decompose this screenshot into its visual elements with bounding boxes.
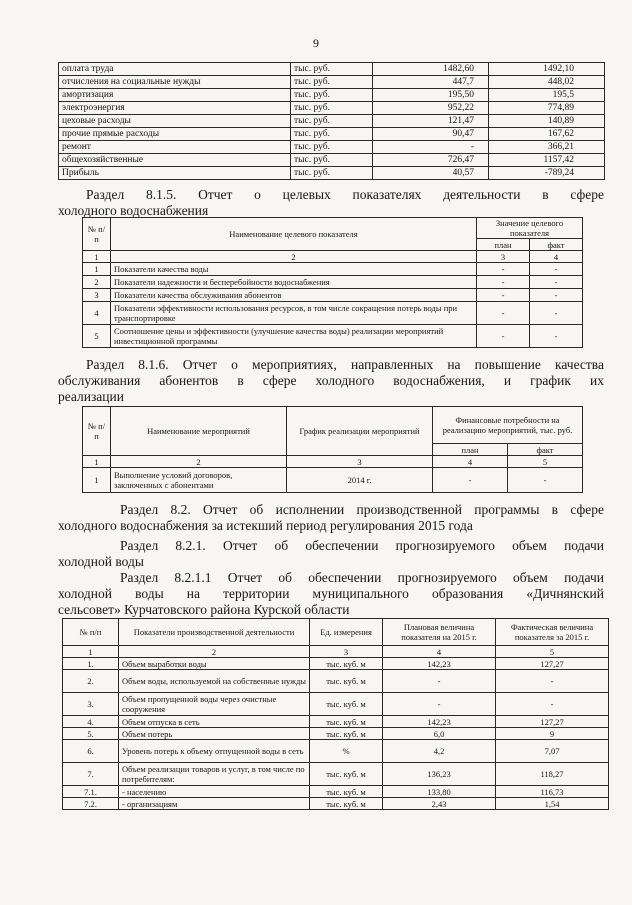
table-row bbox=[83, 468, 583, 493]
row-unit: тыс. куб. м bbox=[310, 670, 383, 693]
row-plan: - bbox=[477, 325, 530, 348]
row-unit: тыс. руб. bbox=[291, 102, 373, 115]
row-name: Объем выработки воды bbox=[119, 658, 310, 670]
row-plan: 136,23 bbox=[383, 763, 496, 786]
header-unit: Ед. измерения bbox=[310, 619, 383, 646]
row-plan: 6,0 bbox=[383, 728, 496, 740]
row-num: 1. bbox=[63, 658, 119, 670]
header-schedule: График реализации мероприятий bbox=[287, 407, 433, 456]
row-plan: - bbox=[477, 263, 530, 276]
row-plan: 121,47 bbox=[373, 115, 489, 128]
index-cell: 2 bbox=[119, 646, 310, 658]
row-fact: - bbox=[496, 670, 609, 693]
row-fact: 118,27 bbox=[496, 763, 609, 786]
table-row bbox=[59, 115, 605, 128]
row-plan: 726,47 bbox=[373, 154, 489, 167]
row-num: 5. bbox=[63, 728, 119, 740]
table-row bbox=[59, 141, 605, 154]
row-num: 3 bbox=[83, 289, 111, 302]
row-plan: 133,80 bbox=[383, 786, 496, 798]
row-unit: тыс. куб. м bbox=[310, 786, 383, 798]
row-name: Объем реализации товаров и услуг, в том числе по потребителям: bbox=[119, 763, 310, 786]
index-cell: 3 bbox=[287, 456, 433, 468]
header-fact: факт bbox=[508, 444, 583, 456]
row-fact: 9 bbox=[496, 728, 609, 740]
row-plan: 142,23 bbox=[383, 658, 496, 670]
table-row bbox=[83, 263, 583, 276]
row-name: отчисления на социальные нужды bbox=[59, 76, 291, 89]
row-plan: 2,43 bbox=[383, 798, 496, 810]
row-name: Показатели надежности и бесперебойности водоснабжения bbox=[111, 276, 477, 289]
row-schedule: 2014 г. bbox=[287, 468, 433, 493]
row-name: Показатели эффективности использования ресурсов, в том числе сокращения потерь воды при транспортировке bbox=[111, 302, 477, 325]
header-num: № п/п bbox=[63, 619, 119, 646]
row-num: 1 bbox=[83, 263, 111, 276]
index-cell: 4 bbox=[530, 251, 583, 263]
row-fact: - bbox=[530, 325, 583, 348]
header-name: Наименование целевого показателя bbox=[111, 218, 477, 251]
row-fact: - bbox=[496, 693, 609, 716]
row-plan: - bbox=[477, 289, 530, 302]
section-8-2-1-heading: Раздел 8.2.1. Отчет об обеспечении прогнозируемого объем подачи холодной воды bbox=[58, 538, 604, 569]
table-row bbox=[63, 693, 609, 716]
row-num: 4. bbox=[63, 716, 119, 728]
water-volume-table bbox=[62, 618, 609, 810]
row-name: прочие прямые расходы bbox=[59, 128, 291, 141]
row-plan: 90,47 bbox=[373, 128, 489, 141]
table-row bbox=[59, 102, 605, 115]
row-fact: 140,89 bbox=[489, 115, 605, 128]
row-num: 2. bbox=[63, 670, 119, 693]
index-cell: 3 bbox=[477, 251, 530, 263]
section-8-2-heading: Раздел 8.2. Отчет об исполнении производственной программы в сфере холодного водоснабжения за истекший период регулирования 2015 года bbox=[58, 502, 604, 533]
index-cell: 5 bbox=[496, 646, 609, 658]
row-name: общехозяйственные bbox=[59, 154, 291, 167]
row-fact: 127,27 bbox=[496, 716, 609, 728]
row-name: Объем отпуска в сеть bbox=[119, 716, 310, 728]
row-plan: - bbox=[383, 693, 496, 716]
table-row bbox=[83, 289, 583, 302]
row-num: 3. bbox=[63, 693, 119, 716]
row-fact: -789,24 bbox=[489, 167, 605, 180]
row-plan: - bbox=[373, 141, 489, 154]
table-row bbox=[83, 302, 583, 325]
table-row bbox=[63, 763, 609, 786]
row-unit: тыс. руб. bbox=[291, 128, 373, 141]
table-row bbox=[63, 658, 609, 670]
row-fact: 1157,42 bbox=[489, 154, 605, 167]
row-name: цеховые расходы bbox=[59, 115, 291, 128]
row-name: Объем воды, используемой на собственные нужды bbox=[119, 670, 310, 693]
row-num: 7.1. bbox=[63, 786, 119, 798]
row-name: амортизация bbox=[59, 89, 291, 102]
row-plan: 40,57 bbox=[373, 167, 489, 180]
row-name: Уровень потерь к объему отпущенной воды в сеть bbox=[119, 740, 310, 763]
section-8-2-1-1-heading: Раздел 8.2.1.1 Отчет об обеспечении прогнозируемого объем подачи холодной воды на территории муниципального образования «Дичнянский сельсовет» Курчатовского района Курской области bbox=[58, 570, 604, 617]
row-unit: тыс. куб. м bbox=[310, 728, 383, 740]
header-plan: Плановая величина показателя на 2015 г. bbox=[383, 619, 496, 646]
header-fact: факт bbox=[530, 239, 583, 251]
table-row bbox=[63, 728, 609, 740]
cost-table bbox=[58, 62, 605, 180]
row-name: ремонт bbox=[59, 141, 291, 154]
row-name: Объем пропущенной воды через очистные сооружения bbox=[119, 693, 310, 716]
header-plan: план bbox=[433, 444, 508, 456]
row-fact: 1,54 bbox=[496, 798, 609, 810]
row-fact: - bbox=[530, 263, 583, 276]
row-name: - населению bbox=[119, 786, 310, 798]
header-name: Наименование мероприятий bbox=[111, 407, 287, 456]
index-cell: 4 bbox=[433, 456, 508, 468]
row-fact: 366,21 bbox=[489, 141, 605, 154]
row-fact: 448,02 bbox=[489, 76, 605, 89]
header-num: № п/п bbox=[83, 407, 111, 456]
row-num: 4 bbox=[83, 302, 111, 325]
row-fact: - bbox=[508, 468, 583, 493]
row-fact: 1492,10 bbox=[489, 63, 605, 76]
row-name: Показатели качества воды bbox=[111, 263, 477, 276]
table-row bbox=[83, 325, 583, 348]
row-name: Объем потерь bbox=[119, 728, 310, 740]
table-row bbox=[59, 128, 605, 141]
row-unit: тыс. руб. bbox=[291, 89, 373, 102]
index-cell: 2 bbox=[111, 456, 287, 468]
header-value: Значение целевого показателя bbox=[477, 218, 583, 239]
row-plan: 142,23 bbox=[383, 716, 496, 728]
row-plan: 952,22 bbox=[373, 102, 489, 115]
row-plan: 447,7 bbox=[373, 76, 489, 89]
row-unit: тыс. куб. м bbox=[310, 693, 383, 716]
row-name: Прибыль bbox=[59, 167, 291, 180]
row-unit: тыс. руб. bbox=[291, 141, 373, 154]
table-row bbox=[63, 786, 609, 798]
row-plan: 195,50 bbox=[373, 89, 489, 102]
row-unit: тыс. руб. bbox=[291, 76, 373, 89]
row-unit: тыс. руб. bbox=[291, 167, 373, 180]
row-plan: 1482,60 bbox=[373, 63, 489, 76]
row-unit: тыс. руб. bbox=[291, 154, 373, 167]
page-number: 9 bbox=[313, 36, 319, 50]
table-row bbox=[59, 76, 605, 89]
table-row bbox=[59, 154, 605, 167]
table-row bbox=[83, 276, 583, 289]
row-unit: % bbox=[310, 740, 383, 763]
target-indicators-table bbox=[82, 217, 583, 348]
row-fact: 195,5 bbox=[489, 89, 605, 102]
header-name: Показатели производственной деятельности bbox=[119, 619, 310, 646]
row-unit: тыс. куб. м bbox=[310, 658, 383, 670]
row-plan: - bbox=[433, 468, 508, 493]
section-8-1-5-heading: Раздел 8.1.5. Отчет о целевых показателях деятельности в сфере холодного водоснабжения bbox=[58, 187, 604, 218]
row-unit: тыс. куб. м bbox=[310, 763, 383, 786]
table-row bbox=[63, 670, 609, 693]
row-fact: 167,62 bbox=[489, 128, 605, 141]
row-plan: 4,2 bbox=[383, 740, 496, 763]
table-row bbox=[59, 63, 605, 76]
row-fact: - bbox=[530, 302, 583, 325]
row-fact: 774,89 bbox=[489, 102, 605, 115]
row-name: электроэнергия bbox=[59, 102, 291, 115]
row-unit: тыс. руб. bbox=[291, 63, 373, 76]
row-name: - организациям bbox=[119, 798, 310, 810]
index-cell: 1 bbox=[63, 646, 119, 658]
row-name: Показатели качества обслуживания абонентов bbox=[111, 289, 477, 302]
index-cell: 4 bbox=[383, 646, 496, 658]
row-plan: - bbox=[477, 276, 530, 289]
row-plan: - bbox=[383, 670, 496, 693]
index-cell: 1 bbox=[83, 456, 111, 468]
index-cell: 1 bbox=[83, 251, 111, 263]
row-num: 1 bbox=[83, 468, 111, 493]
row-unit: тыс. куб. м bbox=[310, 716, 383, 728]
row-plan: - bbox=[477, 302, 530, 325]
index-cell: 5 bbox=[508, 456, 583, 468]
header-num: № п/п bbox=[83, 218, 111, 251]
row-fact: 7,07 bbox=[496, 740, 609, 763]
header-fact: Фактическая величина показателя за 2015 г. bbox=[496, 619, 609, 646]
header-plan: план bbox=[477, 239, 530, 251]
row-fact: 127,27 bbox=[496, 658, 609, 670]
row-num: 6. bbox=[63, 740, 119, 763]
section-8-1-6-heading: Раздел 8.1.6. Отчет о мероприятиях, направленных на повышение качества обслуживания абонентов в сфере холодного водоснабжения, и график их реализации bbox=[58, 357, 604, 404]
index-cell: 2 bbox=[111, 251, 477, 263]
row-num: 5 bbox=[83, 325, 111, 348]
row-fact: - bbox=[530, 289, 583, 302]
row-unit: тыс. руб. bbox=[291, 115, 373, 128]
row-num: 2 bbox=[83, 276, 111, 289]
row-fact: - bbox=[530, 276, 583, 289]
header-finance: Финансовые потребности на реализацию мероприятий, тыс. руб. bbox=[433, 407, 583, 444]
row-num: 7. bbox=[63, 763, 119, 786]
table-row bbox=[59, 167, 605, 180]
row-name: Выполнение условий договоров, заключенных с абонентами bbox=[111, 468, 287, 493]
table-row bbox=[63, 798, 609, 810]
table-row bbox=[63, 740, 609, 763]
row-name: оплата труда bbox=[59, 63, 291, 76]
table-row bbox=[59, 89, 605, 102]
index-cell: 3 bbox=[310, 646, 383, 658]
row-name: Соотношение цены и эффективности (улучшение качества воды) реализации мероприятий инвестиционной программы bbox=[111, 325, 477, 348]
row-unit: тыс. куб. м bbox=[310, 798, 383, 810]
row-fact: 116,73 bbox=[496, 786, 609, 798]
table-row bbox=[63, 716, 609, 728]
row-num: 7.2. bbox=[63, 798, 119, 810]
measures-table bbox=[82, 406, 583, 493]
